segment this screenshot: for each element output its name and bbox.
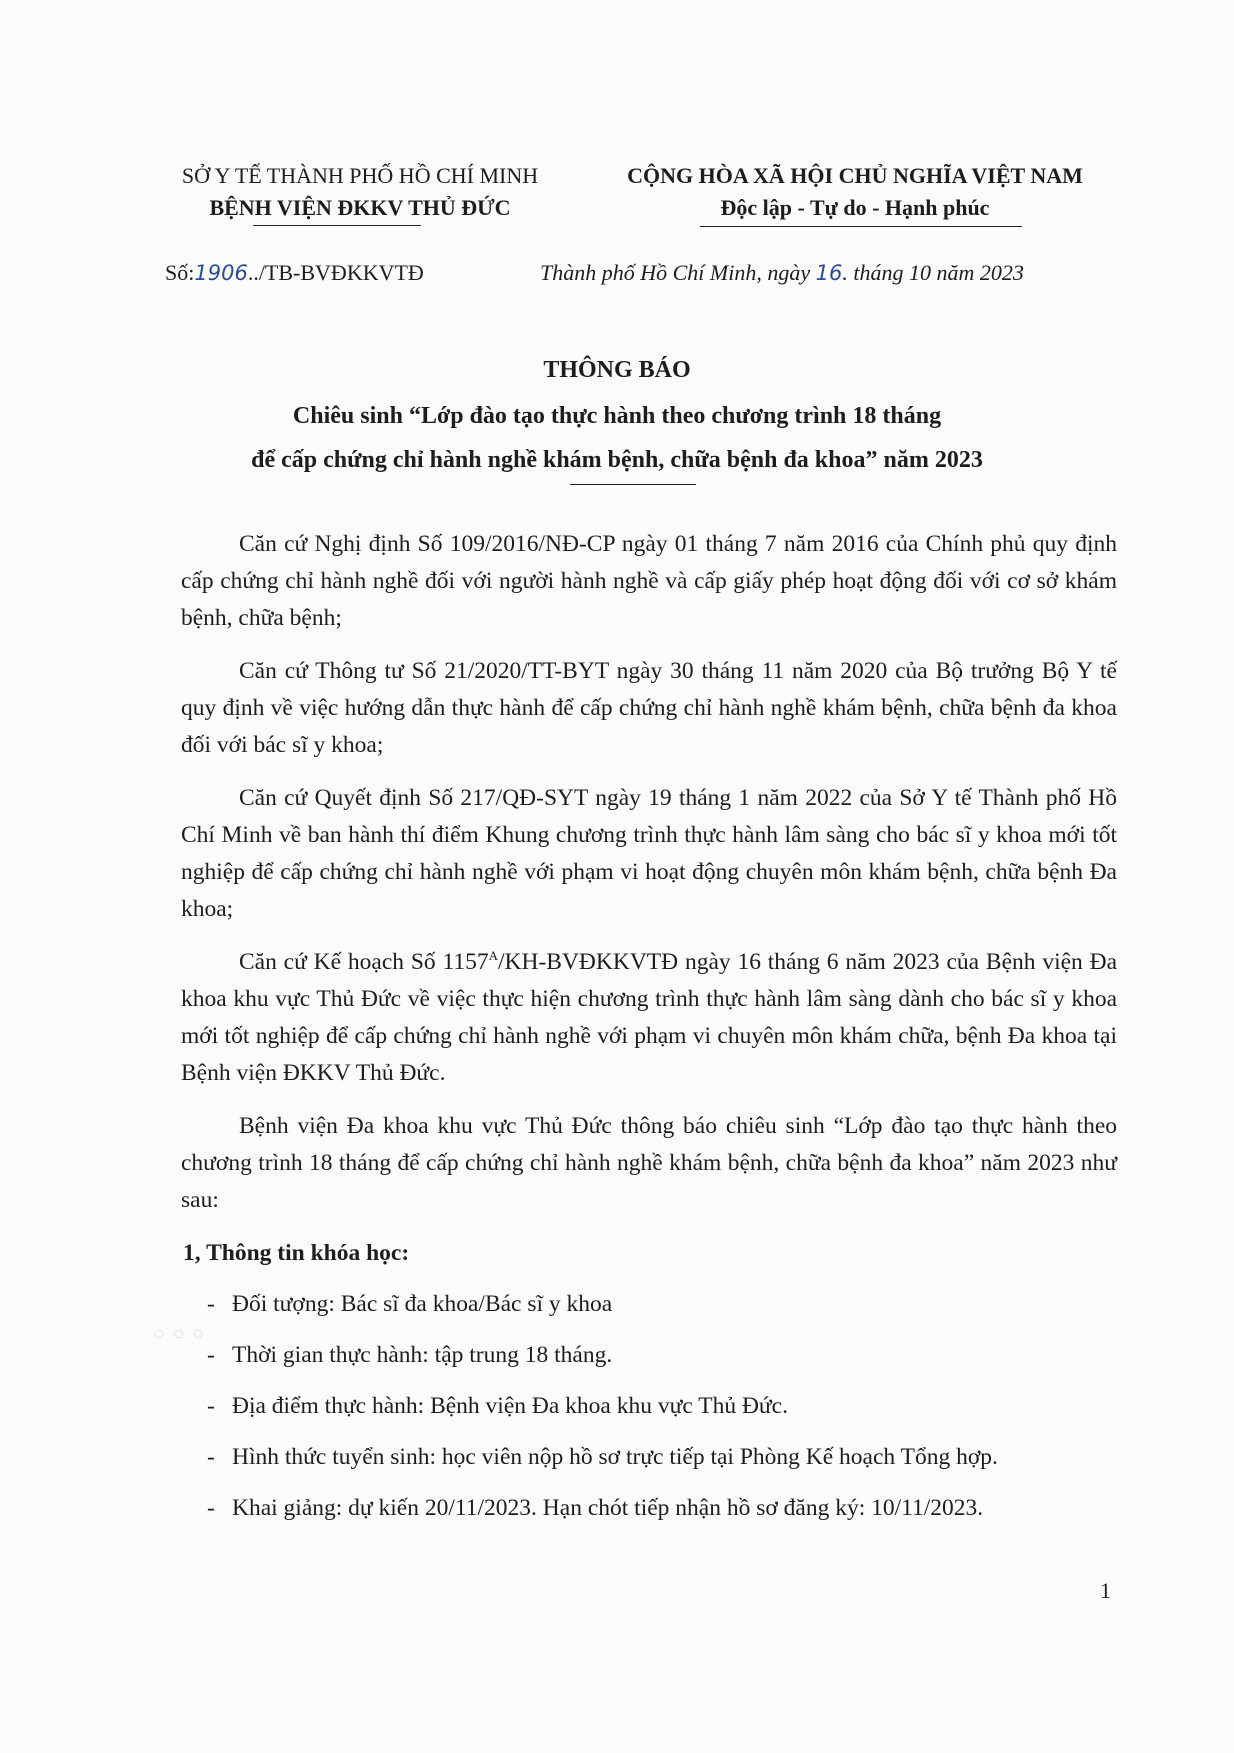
national-motto: Độc lập - Tự do - Hạnh phúc xyxy=(720,195,990,220)
document-date xyxy=(540,258,1024,288)
announcement-paragraph: Bệnh viện Đa khoa khu vực Thủ Đức thông báo chiêu sinh “Lớp đào tạo thực hành theo chương trình 18 tháng để cấp chứng chỉ hành nghề khám bệnh, chữa bệnh đa khoa” năm 2023 như sau: xyxy=(181,1113,1117,1213)
list-item-text: Hình thức tuyển sinh: học viên nộp hồ sơ trực tiếp tại Phòng Kế hoạch Tổng hợp. xyxy=(232,1444,998,1470)
org-underline xyxy=(253,225,421,226)
number-prefix: Số: xyxy=(165,260,195,285)
legal-basis-paragraph: Căn cứ Thông tư Số 21/2020/TT-BYT ngày 30 tháng 11 năm 2020 của Bộ trưởng Bộ Y tế quy định về việc hướng dẫn thực hành để cấp chứng chỉ hành nghề khám bệnh, chữa bệnh đa khoa đối với bác sĩ y khoa; xyxy=(181,658,1117,758)
list-item xyxy=(181,1286,1117,1323)
paragraph-text: /KH-BVĐKKVTĐ ngày 16 tháng 6 năm 2023 của Bệnh viện Đa khoa khu vực Thủ Đức về việc thực hiện chương trình thực hành lâm sàng dành cho bác sĩ y khoa mới tốt nghiệp để cấp chứng chỉ hành nghề với phạm vi chuyên môn khám chữa, bệnh Đa khoa tại Bệnh viện ĐKKV Thủ Đức. xyxy=(181,949,1118,1086)
section-heading: 1, Thông tin khóa học: xyxy=(183,1240,410,1266)
bullet-dash: - xyxy=(207,1291,215,1317)
list-item-text: Đối tượng: Bác sĩ đa khoa/Bác sĩ y khoa xyxy=(232,1291,613,1317)
legal-basis-paragraph xyxy=(181,944,1117,1092)
bullet-dash: - xyxy=(207,1444,215,1470)
superscript: A xyxy=(488,948,498,964)
date-suffix: . tháng 10 năm 2023 xyxy=(842,260,1024,285)
legal-basis-paragraph: Căn cứ Quyết định Số 217/QĐ-SYT ngày 19 tháng 1 năm 2022 của Sở Y tế Thành phố Hồ Chí Minh về ban hành thí điểm Khung chương trình thực hành lâm sàng cho bác sĩ y khoa mới tốt nghiệp để cấp chứng chỉ hành nghề với phạm vi hoạt động chuyên môn khám bệnh, chữa bệnh Đa khoa; xyxy=(181,785,1117,922)
list-item xyxy=(181,1439,1117,1476)
title-underline xyxy=(570,484,696,485)
list-item xyxy=(181,1388,1117,1425)
issuing-organization xyxy=(150,160,570,224)
handwritten-day: 16 xyxy=(815,261,843,285)
handwritten-number: 1906 xyxy=(194,261,248,285)
date-prefix: Thành phố Hồ Chí Minh, ngày xyxy=(540,260,811,285)
stamp-bleed-mark: ◦◦◦ xyxy=(150,1318,210,1353)
page-number: 1 xyxy=(1100,1578,1111,1603)
document-title: THÔNG BÁO xyxy=(543,357,691,383)
paragraph-text: Căn cứ Kế hoạch Số 1157 xyxy=(239,949,489,975)
bullet-dash: - xyxy=(207,1342,215,1368)
document-subtitle-line2: để cấp chứng chỉ hành nghề khám bệnh, chữa bệnh đa khoa” năm 2023 xyxy=(251,447,983,473)
list-item-text: Địa điểm thực hành: Bệnh viện Đa khoa khu vực Thủ Đức. xyxy=(232,1393,788,1419)
nation-name: CỘNG HÒA XÃ HỘI CHỦ NGHĨA VIỆT NAM xyxy=(627,163,1083,188)
motto-underline xyxy=(700,226,1022,227)
bullet-dash: - xyxy=(207,1495,215,1521)
list-item-text: Thời gian thực hành: tập trung 18 tháng. xyxy=(232,1342,613,1368)
bullet-dash: - xyxy=(207,1393,215,1419)
national-header xyxy=(585,160,1125,224)
document-subtitle-line1: Chiêu sinh “Lớp đào tạo thực hành theo chương trình 18 tháng xyxy=(292,403,942,429)
org-name: BỆNH VIỆN ĐKKV THỦ ĐỨC xyxy=(209,195,511,220)
org-parent-name: SỞ Y TẾ THÀNH PHỐ HỒ CHÍ MINH xyxy=(181,163,539,188)
number-suffix: ../TB-BVĐKKVTĐ xyxy=(247,260,424,285)
list-item xyxy=(181,1490,1117,1527)
document-number xyxy=(165,258,424,288)
list-item xyxy=(181,1337,1117,1374)
legal-basis-paragraph: Căn cứ Nghị định Số 109/2016/NĐ-CP ngày 01 tháng 7 năm 2016 của Chính phủ quy định cấp chứng chỉ hành nghề đối với người hành nghề và cấp giấy phép hoạt động đối với cơ sở khám bệnh, chữa bệnh; xyxy=(181,531,1117,631)
document-body xyxy=(181,526,1117,1541)
list-item-text: Khai giảng: dự kiến 20/11/2023. Hạn chót tiếp nhận hồ sơ đăng ký: 10/11/2023. xyxy=(232,1495,984,1521)
